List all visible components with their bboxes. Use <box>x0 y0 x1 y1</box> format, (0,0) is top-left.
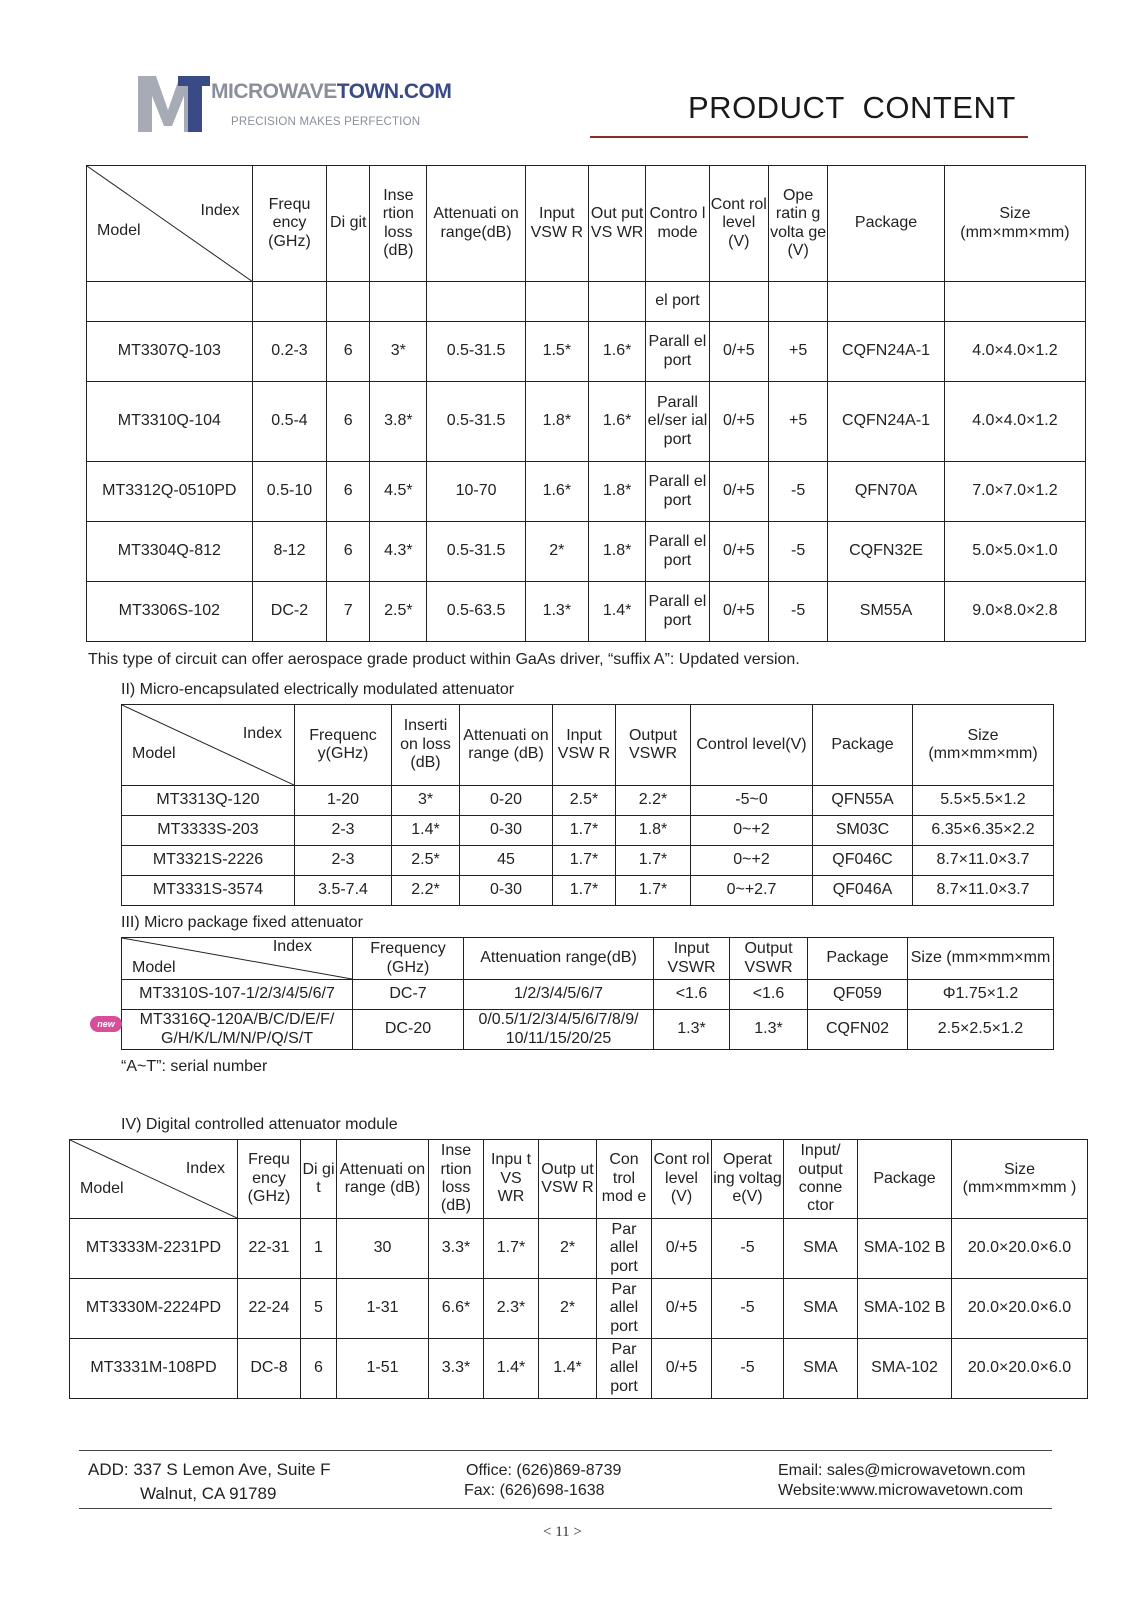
table-cell: -5 <box>712 1279 784 1339</box>
table-cell: SMA <box>784 1339 858 1399</box>
section-heading-4: IV) Digital controlled attenuator module <box>121 1116 398 1133</box>
header-cell: Package <box>828 166 945 282</box>
table-cell: 6.35×6.35×2.2 <box>913 816 1054 846</box>
table-cell: Parall el/ser ial port <box>646 382 709 462</box>
table-cell: 7 <box>327 582 370 642</box>
table-cell: 1-20 <box>295 786 392 816</box>
table-cell: QFN55A <box>813 786 913 816</box>
table-cell: 2.5* <box>553 786 616 816</box>
table-cell: 7.0×7.0×1.2 <box>944 462 1085 522</box>
table-cell: CQFN02 <box>808 1010 908 1050</box>
table-cell: 1.6* <box>525 462 588 522</box>
header-cell: Package <box>858 1140 952 1219</box>
table-cell: 45 <box>460 846 553 876</box>
footer-address-line1: ADD: 337 S Lemon Ave, Suite F <box>88 1460 331 1479</box>
table-cell: 4.0×4.0×1.2 <box>944 322 1085 382</box>
header-cell: Attenuation range(dB) <box>464 938 654 980</box>
table-cell: 6 <box>327 382 370 462</box>
table-cell: 20.0×20.0×6.0 <box>952 1279 1088 1339</box>
table-cell: 30 <box>337 1219 429 1279</box>
header-cell: Contro l mode <box>646 166 709 282</box>
table-cell: 2-3 <box>295 846 392 876</box>
header-cell: Input/ output conne ctor <box>784 1140 858 1219</box>
table-cell: 2* <box>539 1219 597 1279</box>
header-cell: Cont rol level (V) <box>652 1140 712 1219</box>
table-cell: MT3310Q-104 <box>87 382 253 462</box>
table-cell: 0/+5 <box>709 382 768 462</box>
model-label: Model <box>97 222 141 239</box>
table-cell: MT3312Q-0510PD <box>87 462 253 522</box>
table-cell <box>768 282 827 322</box>
table-cell: el port <box>646 282 709 322</box>
table-cell <box>427 282 525 322</box>
table-cell: Par allel port <box>597 1279 652 1339</box>
table-cell: -5 <box>712 1339 784 1399</box>
header-cell: Outp ut VSW R <box>539 1140 597 1219</box>
section-heading-2: II) Micro-encapsulated electrically modulated attenuator <box>121 681 515 698</box>
header-cell: Attenuati on range (dB) <box>337 1140 429 1219</box>
table-cell: 0.2-3 <box>252 322 327 382</box>
table-cell: 2.5×2.5×1.2 <box>908 1010 1054 1050</box>
table-cell: 0/+5 <box>709 582 768 642</box>
table-cell: DC-8 <box>238 1339 301 1399</box>
table-cell: -5 <box>768 582 827 642</box>
mt-logo-icon <box>138 74 218 136</box>
table-cell: 0~+2 <box>691 846 813 876</box>
table-cell: 1.6* <box>589 382 646 462</box>
table-row <box>122 786 1054 816</box>
table-cell: SMA-102 B <box>858 1219 952 1279</box>
header-cell: Attenuati on range (dB) <box>460 705 553 786</box>
index-model-header-cell <box>122 705 295 786</box>
table-cell: 4.5* <box>370 462 427 522</box>
table-cell: 1.7* <box>553 876 616 906</box>
header-cell: Frequ ency (GHz) <box>252 166 327 282</box>
footer-office-phone: Office: (626)869-8739 <box>466 1462 622 1479</box>
table-cell: 1.4* <box>484 1339 539 1399</box>
table-cell <box>709 282 768 322</box>
table-cell: 2.3* <box>484 1279 539 1339</box>
footer-bottom-rule <box>79 1508 1052 1509</box>
table-cell: 2* <box>525 522 588 582</box>
header-cell: Package <box>813 705 913 786</box>
attenuator-table-1 <box>86 165 1086 642</box>
table-cell: 3.3* <box>429 1339 484 1399</box>
table-cell: 1 <box>301 1219 337 1279</box>
table-cell: 6 <box>327 462 370 522</box>
table-cell: MT3331M-108PD <box>70 1339 238 1399</box>
footer-fax: Fax: (626)698-1638 <box>464 1482 605 1499</box>
table-cell: Parall el port <box>646 582 709 642</box>
table-cell: 0.5-63.5 <box>427 582 525 642</box>
table-cell: 1.4* <box>392 816 460 846</box>
header-cell: Operat ing voltag e(V) <box>712 1140 784 1219</box>
table-cell: 6 <box>327 322 370 382</box>
table-cell: 0.5-31.5 <box>427 382 525 462</box>
table-cell <box>828 282 945 322</box>
table-cell: 6 <box>301 1339 337 1399</box>
table-cell: 1.8* <box>589 522 646 582</box>
table-cell: 0~+2 <box>691 816 813 846</box>
table-cell: SMA <box>784 1279 858 1339</box>
table-cell: 22-24 <box>238 1279 301 1339</box>
table-cell: <1.6 <box>730 980 808 1010</box>
table-cell: 10-70 <box>427 462 525 522</box>
table-cell: 1.4* <box>539 1339 597 1399</box>
page-number: < 11 > <box>543 1524 582 1540</box>
table1-note: This type of circuit can offer aerospace grade product within GaAs driver, “suffix A”: Updated version. <box>88 651 800 668</box>
header-cell: Input VSWR <box>654 938 730 980</box>
header-cell: Frequency (GHz) <box>353 938 464 980</box>
table-row <box>87 462 1086 522</box>
table-cell: SMA <box>784 1219 858 1279</box>
table-cell: 2.2* <box>392 876 460 906</box>
table-cell: -5~0 <box>691 786 813 816</box>
table-cell: 20.0×20.0×6.0 <box>952 1219 1088 1279</box>
table-cell: 1.6* <box>589 322 646 382</box>
table-cell <box>87 282 253 322</box>
table-cell: 2-3 <box>295 816 392 846</box>
table-cell: 0.5-4 <box>252 382 327 462</box>
table-cell: 2.2* <box>616 786 691 816</box>
table-cell: QF046C <box>813 846 913 876</box>
table-cell: MT3333S-203 <box>122 816 295 846</box>
table-row <box>87 522 1086 582</box>
table-cell: MT3313Q-120 <box>122 786 295 816</box>
table-cell: 5 <box>301 1279 337 1339</box>
table-cell: 8.7×11.0×3.7 <box>913 846 1054 876</box>
logo-brand-part-b: TOWN.COM <box>336 80 452 103</box>
table-row <box>70 1279 1088 1339</box>
table-cell: CQFN32E <box>828 522 945 582</box>
table-cell: SMA-102 <box>858 1339 952 1399</box>
table-cell: 1-51 <box>337 1339 429 1399</box>
table-cell: SM03C <box>813 816 913 846</box>
table-cell: CQFN24A-1 <box>828 382 945 462</box>
table3-note: “A~T”: serial number <box>121 1058 268 1075</box>
table-cell: 1.7* <box>553 816 616 846</box>
header-cell: Di git <box>327 166 370 282</box>
table-cell: 1.3* <box>525 582 588 642</box>
table-header-row <box>87 166 1086 282</box>
header-cell: Inpu t VS WR <box>484 1140 539 1219</box>
table-cell <box>370 282 427 322</box>
table-cell: -5 <box>768 522 827 582</box>
table-cell: 2* <box>539 1279 597 1339</box>
table-cell: 0/+5 <box>709 462 768 522</box>
table-cell: 9.0×8.0×2.8 <box>944 582 1085 642</box>
table-cell: 3* <box>370 322 427 382</box>
title-underline <box>590 136 1028 138</box>
table-cell: 1.8* <box>589 462 646 522</box>
footer-top-rule <box>79 1450 1052 1451</box>
table-cell: 1/2/3/4/5/6/7 <box>464 980 654 1010</box>
table-cell: 1.8* <box>616 816 691 846</box>
table-cell: 1.3* <box>730 1010 808 1050</box>
header-cell: Size (mm×mm×mm ) <box>952 1140 1088 1219</box>
table-cell: 4.0×4.0×1.2 <box>944 382 1085 462</box>
table-header-row <box>122 705 1054 786</box>
table-cell: Parall el port <box>646 322 709 382</box>
table-cell: +5 <box>768 322 827 382</box>
table-row <box>122 846 1054 876</box>
table-cell: DC-2 <box>252 582 327 642</box>
logo-tagline: PRECISION MAKES PERFECTION <box>231 116 421 128</box>
table-cell: 1.7* <box>616 876 691 906</box>
table-row <box>70 1219 1088 1279</box>
header-cell: Control level(V) <box>691 705 813 786</box>
table-cell: Par allel port <box>597 1219 652 1279</box>
table-cell: 0/0.5/1/2/3/4/5/6/7/8/9/ 10/11/15/20/25 <box>464 1010 654 1050</box>
table-cell: 4.3* <box>370 522 427 582</box>
header-cell: Size (mm×mm×mm <box>908 938 1054 980</box>
table-cell: 0-20 <box>460 786 553 816</box>
table-cell: 6 <box>327 522 370 582</box>
table-cell: DC-7 <box>353 980 464 1010</box>
table-cell: 2.5* <box>392 846 460 876</box>
section-heading-3: III) Micro package fixed attenuator <box>121 914 363 931</box>
table-cell: 22-31 <box>238 1219 301 1279</box>
model-label: Model <box>132 745 176 762</box>
table-cell <box>252 282 327 322</box>
header-cell: Output VSWR <box>616 705 691 786</box>
footer-website: Website:www.microwavetown.com <box>778 1482 1024 1499</box>
table-cell: 0-30 <box>460 816 553 846</box>
table-cell: 20.0×20.0×6.0 <box>952 1339 1088 1399</box>
new-badge: new <box>90 1016 122 1032</box>
table-cell: MT3307Q-103 <box>87 322 253 382</box>
header-cell: Attenuati on range(dB) <box>427 166 525 282</box>
page-title: PRODUCT CONTENT <box>688 90 1016 125</box>
table-cell: 0.5-31.5 <box>427 322 525 382</box>
header-cell: Output VSWR <box>730 938 808 980</box>
table-cell: 1.7* <box>616 846 691 876</box>
table-row <box>122 876 1054 906</box>
table-cell: MT3310S-107-1/2/3/4/5/6/7 <box>122 980 353 1010</box>
header-cell: Input VSW R <box>553 705 616 786</box>
header-cell: Out put VS WR <box>589 166 646 282</box>
header-cell: Frequenc y(GHz) <box>295 705 392 786</box>
header-cell: Size (mm×mm×mm) <box>944 166 1085 282</box>
table-cell <box>327 282 370 322</box>
table-cell: 1.3* <box>654 1010 730 1050</box>
index-model-header-cell <box>70 1140 238 1219</box>
header-cell: Inse rtion loss (dB) <box>370 166 427 282</box>
table-cell: 3.5-7.4 <box>295 876 392 906</box>
table-cell: 0/+5 <box>652 1279 712 1339</box>
table-cell: Parall el port <box>646 462 709 522</box>
index-label: Index <box>200 202 240 219</box>
header-cell: Inse rtion loss (dB) <box>429 1140 484 1219</box>
header-cell: Input VSW R <box>525 166 588 282</box>
table-cell: DC-20 <box>353 1010 464 1050</box>
table-cell: Par allel port <box>597 1339 652 1399</box>
model-label: Model <box>132 959 176 976</box>
table-cell: 2.5* <box>370 582 427 642</box>
table-cell: QF059 <box>808 980 908 1010</box>
table-cell <box>525 282 588 322</box>
table-cell: -5 <box>712 1219 784 1279</box>
header-cell: Di gi t <box>301 1140 337 1219</box>
table-cell: 5.5×5.5×1.2 <box>913 786 1054 816</box>
table-cell: CQFN24A-1 <box>828 322 945 382</box>
table-cell: MT3316Q-120A/B/C/D/E/F/ G/H/K/L/M/N/P/Q/S/T <box>122 1010 353 1050</box>
table-cell: 1.8* <box>525 382 588 462</box>
header-cell: Size (mm×mm×mm) <box>913 705 1054 786</box>
table-cell: 0/+5 <box>709 322 768 382</box>
table-cell: +5 <box>768 382 827 462</box>
table-cell: MT3306S-102 <box>87 582 253 642</box>
table-cell: MT3304Q-812 <box>87 522 253 582</box>
table-row <box>122 1010 1054 1050</box>
table-cell: MT3330M-2224PD <box>70 1279 238 1339</box>
table-cell: <1.6 <box>654 980 730 1010</box>
table-cell: MT3321S-2226 <box>122 846 295 876</box>
table-cell: Φ1.75×1.2 <box>908 980 1054 1010</box>
table-cell: -5 <box>768 462 827 522</box>
table-cell: MT3331S-3574 <box>122 876 295 906</box>
table-cell: 0/+5 <box>652 1219 712 1279</box>
table-cell: MT3333M-2231PD <box>70 1219 238 1279</box>
table-cell <box>944 282 1085 322</box>
table-cell: 1.5* <box>525 322 588 382</box>
table-cell: 0.5-10 <box>252 462 327 522</box>
table-cell: QF046A <box>813 876 913 906</box>
table-cell: 1-31 <box>337 1279 429 1339</box>
table-row <box>70 1339 1088 1399</box>
table-cell: 3* <box>392 786 460 816</box>
table-cell: Parall el port <box>646 522 709 582</box>
table-row <box>122 980 1054 1010</box>
table-cell: 0-30 <box>460 876 553 906</box>
table-cell: 8-12 <box>252 522 327 582</box>
table-cell: SM55A <box>828 582 945 642</box>
table-row <box>122 816 1054 846</box>
table-cell: 0.5-31.5 <box>427 522 525 582</box>
table-cell: 3.3* <box>429 1219 484 1279</box>
table-row <box>87 382 1086 462</box>
table-cell: 0/+5 <box>709 522 768 582</box>
table-cell: 8.7×11.0×3.7 <box>913 876 1054 906</box>
footer-address-line2: Walnut, CA 91789 <box>140 1484 277 1503</box>
index-label: Index <box>185 1160 225 1177</box>
footer-email: Email: sales@microwavetown.com <box>778 1462 1026 1479</box>
table-cell: 0/+5 <box>652 1339 712 1399</box>
table-cell: 3.8* <box>370 382 427 462</box>
header-cell: Ope ratin g volta ge (V) <box>768 166 827 282</box>
header-cell: Inserti on loss (dB) <box>392 705 460 786</box>
table-cell <box>589 282 646 322</box>
table-header-row <box>122 938 1054 980</box>
header-cell: Con trol mod e <box>597 1140 652 1219</box>
table-cell: 6.6* <box>429 1279 484 1339</box>
table-cell: 1.7* <box>553 846 616 876</box>
logo-brand <box>211 80 451 104</box>
header-cell: Cont rol level (V) <box>709 166 768 282</box>
table-header-row <box>70 1140 1088 1219</box>
table-cell: SMA-102 B <box>858 1279 952 1339</box>
table-cell: 1.4* <box>589 582 646 642</box>
table-cell: 0~+2.7 <box>691 876 813 906</box>
table-row <box>87 282 1086 322</box>
table-cell: 5.0×5.0×1.0 <box>944 522 1085 582</box>
table-row <box>87 322 1086 382</box>
index-label: Index <box>272 938 312 955</box>
index-model-header-cell <box>87 166 253 282</box>
index-label: Index <box>242 725 282 742</box>
attenuator-table-4 <box>69 1139 1088 1399</box>
header-cell: Frequ ency (GHz) <box>238 1140 301 1219</box>
table-cell: QFN70A <box>828 462 945 522</box>
index-model-header-cell <box>122 938 353 980</box>
attenuator-table-3 <box>121 937 1054 1050</box>
diagonal-line <box>70 1140 237 1218</box>
model-label: Model <box>80 1180 124 1197</box>
table-row <box>87 582 1086 642</box>
table-cell: 1.7* <box>484 1219 539 1279</box>
attenuator-table-2 <box>121 704 1054 906</box>
logo-brand-part-a: MICROWAVE <box>211 80 337 103</box>
header-cell: Package <box>808 938 908 980</box>
